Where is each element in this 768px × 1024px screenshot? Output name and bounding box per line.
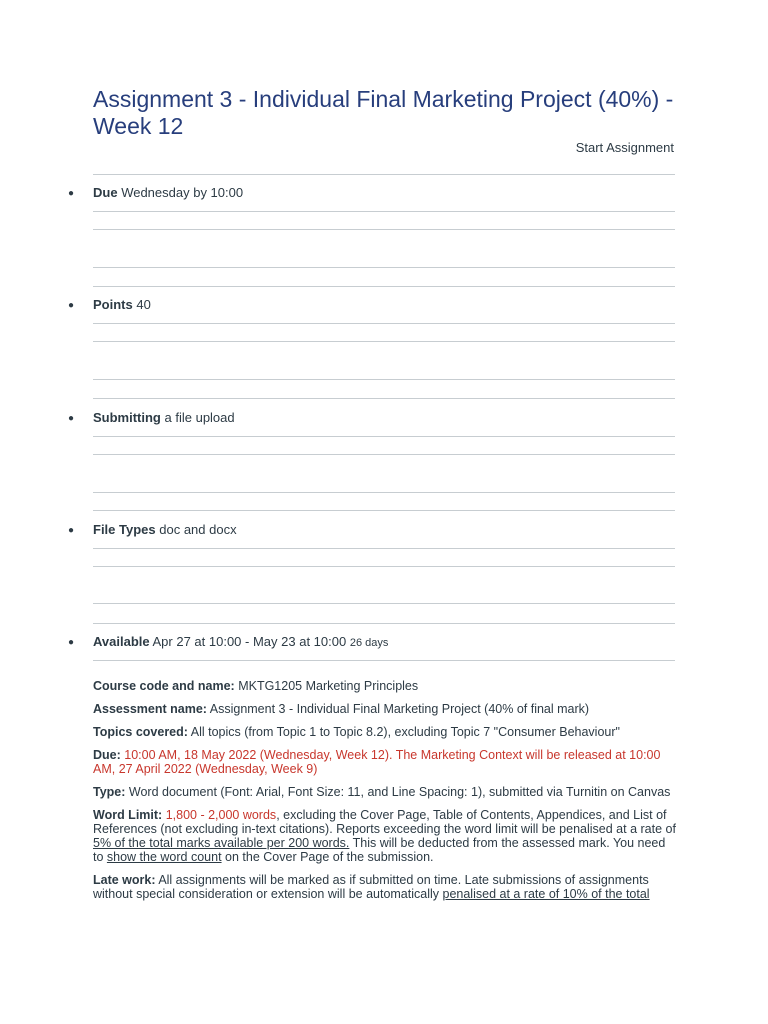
bullet-icon: ●	[68, 525, 75, 536]
course-value: MKTG1205 Marketing Principles	[238, 679, 419, 693]
available-label: Available	[93, 634, 150, 649]
type-label: Type:	[93, 785, 126, 799]
file-types-value: doc and docx	[159, 522, 237, 537]
start-assignment-link[interactable]: Start Assignment	[575, 140, 674, 155]
divider	[93, 341, 675, 342]
assessment-value: Assignment 3 - Individual Final Marketing Project (40% of final mark)	[209, 702, 590, 716]
word-limit-text-3: on the Cover Page of the submission.	[221, 850, 434, 864]
assessment-label: Assessment name:	[93, 702, 207, 716]
due-detail-label: Due:	[93, 748, 121, 762]
word-limit-label: Word Limit:	[93, 808, 163, 822]
bullet-icon: ●	[68, 188, 75, 199]
topics-label: Topics covered:	[93, 725, 188, 739]
due-label: Due	[93, 185, 118, 200]
bullet-icon: ●	[68, 637, 75, 648]
course-paragraph	[93, 679, 678, 693]
word-limit-range: 1,800 - 2,000 words	[165, 808, 277, 822]
page-title: Assignment 3 - Individual Final Marketing Project (40%) - Week 12	[93, 86, 674, 139]
file-types-item	[68, 522, 237, 537]
available-value: Apr 27 at 10:00 - May 23 at 10:00	[152, 634, 347, 649]
divider	[93, 660, 675, 661]
divider	[93, 603, 675, 604]
divider	[93, 398, 675, 399]
points-value: 40	[136, 297, 151, 312]
available-days: 26 days	[349, 637, 389, 649]
word-limit-text-2: This will be deducted from the assessed mark. You need to	[93, 836, 666, 864]
late-work-label: Late work:	[93, 873, 156, 887]
course-label: Course code and name:	[93, 679, 235, 693]
divider	[93, 267, 675, 268]
divider	[93, 379, 675, 380]
late-work-penalty: penalised at a rate of 10% of the total	[442, 887, 650, 901]
due-item	[68, 185, 243, 200]
bullet-icon: ●	[68, 413, 75, 424]
assessment-paragraph	[93, 702, 678, 716]
divider	[93, 548, 675, 549]
late-work-paragraph	[93, 873, 678, 901]
divider	[93, 492, 675, 493]
topics-value: All topics (from Topic 1 to Topic 8.2), excluding Topic 7 "Consumer Behaviour"	[190, 725, 620, 739]
late-work-text: All assignments will be marked as if submitted on time. Late submissions of assignments without special consideration or extension will be automatically	[93, 873, 649, 901]
bullet-icon: ●	[68, 300, 75, 311]
show-word-count: show the word count	[106, 850, 222, 864]
submitting-item	[68, 410, 235, 425]
due-value: Wednesday by 10:00	[121, 185, 244, 200]
word-limit-penalty: 5% of the total marks available per 200 words.	[93, 836, 350, 850]
due-detail-value: 10:00 AM, 18 May 2022 (Wednesday, Week 12). The Marketing Context will be released at 10:00 AM, 27 April 2022 (Wednesday, Week 9)	[93, 748, 661, 776]
topics-paragraph	[93, 725, 678, 739]
divider	[93, 229, 675, 230]
assignment-description	[93, 679, 678, 910]
submitting-value: a file upload	[164, 410, 235, 425]
divider	[93, 566, 675, 567]
submitting-label: Submitting	[93, 410, 161, 425]
word-limit-paragraph	[93, 808, 678, 864]
divider	[93, 174, 675, 175]
points-item	[68, 297, 151, 312]
divider	[93, 510, 675, 511]
points-label: Points	[93, 297, 133, 312]
divider	[93, 454, 675, 455]
divider	[93, 623, 675, 624]
divider	[93, 323, 675, 324]
due-paragraph	[93, 748, 678, 776]
file-types-label: File Types	[93, 522, 156, 537]
divider	[93, 211, 675, 212]
divider	[93, 286, 675, 287]
divider	[93, 436, 675, 437]
word-limit-text: , excluding the Cover Page, Table of Contents, Appendices, and List of References (not excluding in-text citations). Reports exceeding the word limit will be penalised at a rate of	[93, 808, 676, 836]
available-item	[68, 634, 388, 649]
type-value: Word document (Font: Arial, Font Size: 11, and Line Spacing: 1), submitted via Turnitin on Canvas	[128, 785, 671, 799]
type-paragraph	[93, 785, 678, 799]
